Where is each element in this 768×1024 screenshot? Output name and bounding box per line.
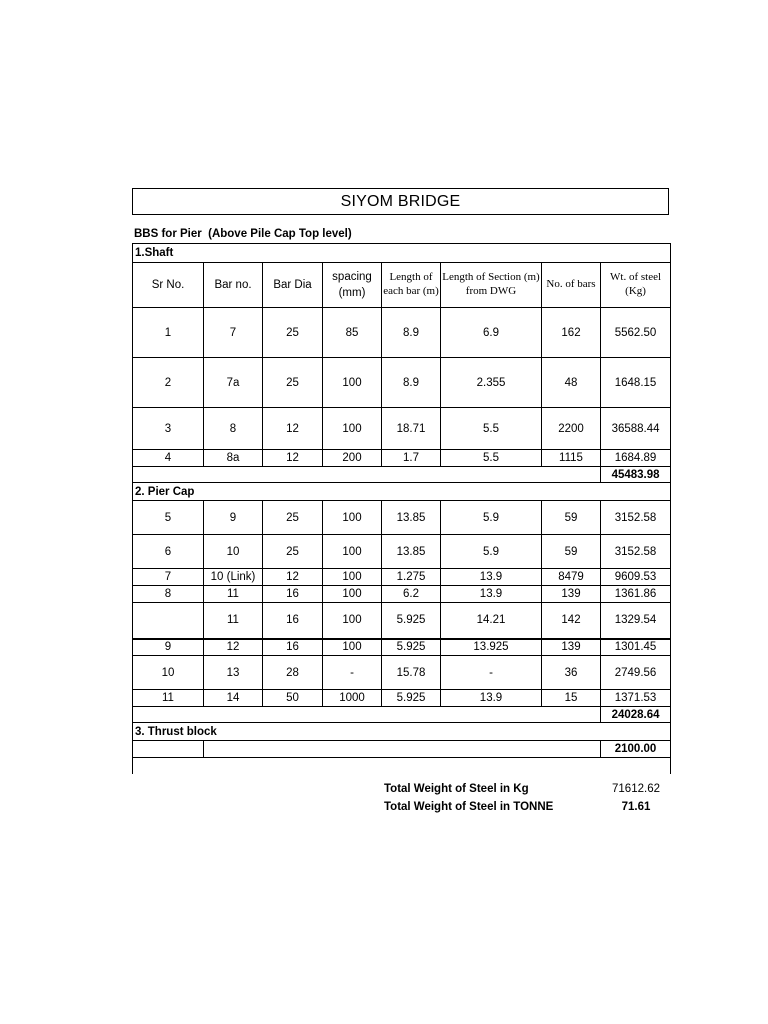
- cell-sr-no: 3: [133, 408, 204, 450]
- cell-spacing: 100: [323, 586, 382, 603]
- document-title: SIYOM BRIDGE: [132, 188, 669, 215]
- thrust-blank-span: [204, 741, 601, 758]
- total-tonne-value: 71.61: [621, 801, 651, 813]
- table-row: [133, 308, 671, 358]
- cell-wt-steel: 2749.56: [601, 656, 671, 690]
- header-wt-steel: Wt. of steel (Kg): [601, 263, 671, 308]
- cell-bar-dia: 25: [263, 501, 323, 535]
- cell-length-section: 13.9: [441, 690, 542, 707]
- cell-bar-no: 10 (Link): [204, 569, 263, 586]
- cell-spacing: 100: [323, 639, 382, 656]
- table-row: [133, 603, 671, 639]
- cell-bar-dia: 25: [263, 535, 323, 569]
- document-subtitle: BBS for Pier (Above Pile Cap Top level): [134, 228, 352, 240]
- total-kg-value: 71612.62: [612, 783, 660, 795]
- cell-bar-dia: 25: [263, 308, 323, 358]
- cell-wt-steel: 1371.53: [601, 690, 671, 707]
- cell-spacing: 1000: [323, 690, 382, 707]
- cell-length-each-bar: 13.85: [382, 535, 441, 569]
- cell-wt-steel: 1301.45: [601, 639, 671, 656]
- cell-sr-no: 1: [133, 308, 204, 358]
- cell-length-section: 5.5: [441, 450, 542, 467]
- cell-sr-no: 7: [133, 569, 204, 586]
- cell-wt-steel: 1329.54: [601, 603, 671, 639]
- cell-no-of-bars: 15: [542, 690, 601, 707]
- cell-bar-dia: 16: [263, 586, 323, 603]
- cell-no-of-bars: 1115: [542, 450, 601, 467]
- cell-length-each-bar: 1.7: [382, 450, 441, 467]
- cell-sr-no: 4: [133, 450, 204, 467]
- cell-bar-no: 9: [204, 501, 263, 535]
- cell-spacing: 100: [323, 569, 382, 586]
- cell-wt-steel: 9609.53: [601, 569, 671, 586]
- cell-no-of-bars: 142: [542, 603, 601, 639]
- cell-length-each-bar: 18.71: [382, 408, 441, 450]
- cell-length-each-bar: 13.85: [382, 501, 441, 535]
- shaft-subtotal-row: [133, 467, 671, 483]
- subtotal-spacer: [133, 467, 601, 483]
- cell-length-each-bar: 1.275: [382, 569, 441, 586]
- table-row: [133, 450, 671, 467]
- cell-length-each-bar: 15.78: [382, 656, 441, 690]
- cell-length-each-bar: 5.925: [382, 639, 441, 656]
- table-row: [133, 690, 671, 707]
- cell-length-section: 5.5: [441, 408, 542, 450]
- cell-wt-steel: 1648.15: [601, 358, 671, 408]
- header-sr-no: Sr No.: [133, 263, 204, 308]
- cell-bar-no: 11: [204, 586, 263, 603]
- pier-cap-subtotal-row: [133, 707, 671, 723]
- section-shaft: 1.Shaft: [133, 244, 671, 263]
- cell-no-of-bars: 162: [542, 308, 601, 358]
- cell-no-of-bars: 8479: [542, 569, 601, 586]
- cell-bar-dia: 28: [263, 656, 323, 690]
- cell-spacing: 85: [323, 308, 382, 358]
- cell-sr-no: 11: [133, 690, 204, 707]
- table-row: [133, 569, 671, 586]
- thrust-block-total: 2100.00: [601, 741, 671, 758]
- cell-no-of-bars: 48: [542, 358, 601, 408]
- cell-sr-no: 9: [133, 639, 204, 656]
- cell-bar-dia: 12: [263, 569, 323, 586]
- header-length-section: Length of Section (m) from DWG: [441, 263, 542, 308]
- table-row: [133, 358, 671, 408]
- cell-length-each-bar: 8.9: [382, 308, 441, 358]
- cell-spacing: -: [323, 656, 382, 690]
- table-row: [133, 408, 671, 450]
- cell-wt-steel: 5562.50: [601, 308, 671, 358]
- cell-bar-no: 8a: [204, 450, 263, 467]
- table-row: [133, 535, 671, 569]
- table-row: [133, 656, 671, 690]
- cell-sr-no: [133, 603, 204, 639]
- cell-no-of-bars: 139: [542, 639, 601, 656]
- section-pier-cap: 2. Pier Cap: [133, 483, 671, 501]
- table-row: [133, 586, 671, 603]
- cell-wt-steel: 1684.89: [601, 450, 671, 467]
- cell-spacing: 100: [323, 408, 382, 450]
- header-no-of-bars: No. of bars: [542, 263, 601, 308]
- cell-bar-no: 11: [204, 603, 263, 639]
- cell-bar-no: 7a: [204, 358, 263, 408]
- cell-sr-no: 10: [133, 656, 204, 690]
- header-spacing: spacing (mm): [323, 263, 382, 308]
- cell-length-section: 5.9: [441, 535, 542, 569]
- cell-sr-no: 6: [133, 535, 204, 569]
- table-row: [133, 639, 671, 656]
- cell-length-section: 5.9: [441, 501, 542, 535]
- section-pier-cap-row: [133, 483, 671, 501]
- cell-bar-no: 14: [204, 690, 263, 707]
- total-tonne-label: Total Weight of Steel in TONNE: [384, 801, 554, 813]
- header-bar-dia: Bar Dia: [263, 263, 323, 308]
- cell-length-section: 2.355: [441, 358, 542, 408]
- cell-bar-no: 12: [204, 639, 263, 656]
- cell-bar-dia: 12: [263, 408, 323, 450]
- section-thrust-block-row: [133, 723, 671, 741]
- cell-spacing: 100: [323, 535, 382, 569]
- trailing-blank-end: [601, 758, 671, 774]
- cell-no-of-bars: 2200: [542, 408, 601, 450]
- cell-bar-dia: 16: [263, 639, 323, 656]
- cell-sr-no: 2: [133, 358, 204, 408]
- thrust-blank-cell: [133, 741, 204, 758]
- cell-no-of-bars: 59: [542, 501, 601, 535]
- cell-bar-no: 13: [204, 656, 263, 690]
- header-length-each-bar: Length of each bar (m): [382, 263, 441, 308]
- table-row: [133, 501, 671, 535]
- cell-length-section: 14.21: [441, 603, 542, 639]
- bbs-table: [132, 243, 671, 774]
- trailing-row: [133, 758, 671, 774]
- cell-length-section: 6.9: [441, 308, 542, 358]
- trailing-blank: [133, 758, 601, 774]
- cell-wt-steel: 3152.58: [601, 501, 671, 535]
- header-row: [133, 263, 671, 308]
- cell-bar-no: 7: [204, 308, 263, 358]
- cell-bar-dia: 16: [263, 603, 323, 639]
- cell-bar-dia: 12: [263, 450, 323, 467]
- cell-length-each-bar: 5.925: [382, 690, 441, 707]
- cell-wt-steel: 36588.44: [601, 408, 671, 450]
- cell-length-section: 13.9: [441, 586, 542, 603]
- cell-length-section: -: [441, 656, 542, 690]
- cell-length-each-bar: 8.9: [382, 358, 441, 408]
- cell-spacing: 200: [323, 450, 382, 467]
- cell-spacing: 100: [323, 603, 382, 639]
- cell-bar-dia: 25: [263, 358, 323, 408]
- cell-spacing: 100: [323, 358, 382, 408]
- cell-sr-no: 5: [133, 501, 204, 535]
- pier-cap-subtotal: 24028.64: [601, 707, 671, 723]
- cell-wt-steel: 3152.58: [601, 535, 671, 569]
- cell-length-each-bar: 5.925: [382, 603, 441, 639]
- cell-no-of-bars: 139: [542, 586, 601, 603]
- cell-length-section: 13.9: [441, 569, 542, 586]
- total-kg-label: Total Weight of Steel in Kg: [384, 783, 529, 795]
- cell-bar-no: 8: [204, 408, 263, 450]
- cell-bar-no: 10: [204, 535, 263, 569]
- shaft-subtotal: 45483.98: [601, 467, 671, 483]
- cell-no-of-bars: 36: [542, 656, 601, 690]
- cell-wt-steel: 1361.86: [601, 586, 671, 603]
- cell-length-section: 13.925: [441, 639, 542, 656]
- section-thrust-block: 3. Thrust block: [133, 723, 671, 741]
- cell-spacing: 100: [323, 501, 382, 535]
- subtotal-spacer: [133, 707, 601, 723]
- cell-length-each-bar: 6.2: [382, 586, 441, 603]
- thrust-block-row: [133, 741, 671, 758]
- cell-sr-no: 8: [133, 586, 204, 603]
- header-bar-no: Bar no.: [204, 263, 263, 308]
- cell-no-of-bars: 59: [542, 535, 601, 569]
- cell-bar-dia: 50: [263, 690, 323, 707]
